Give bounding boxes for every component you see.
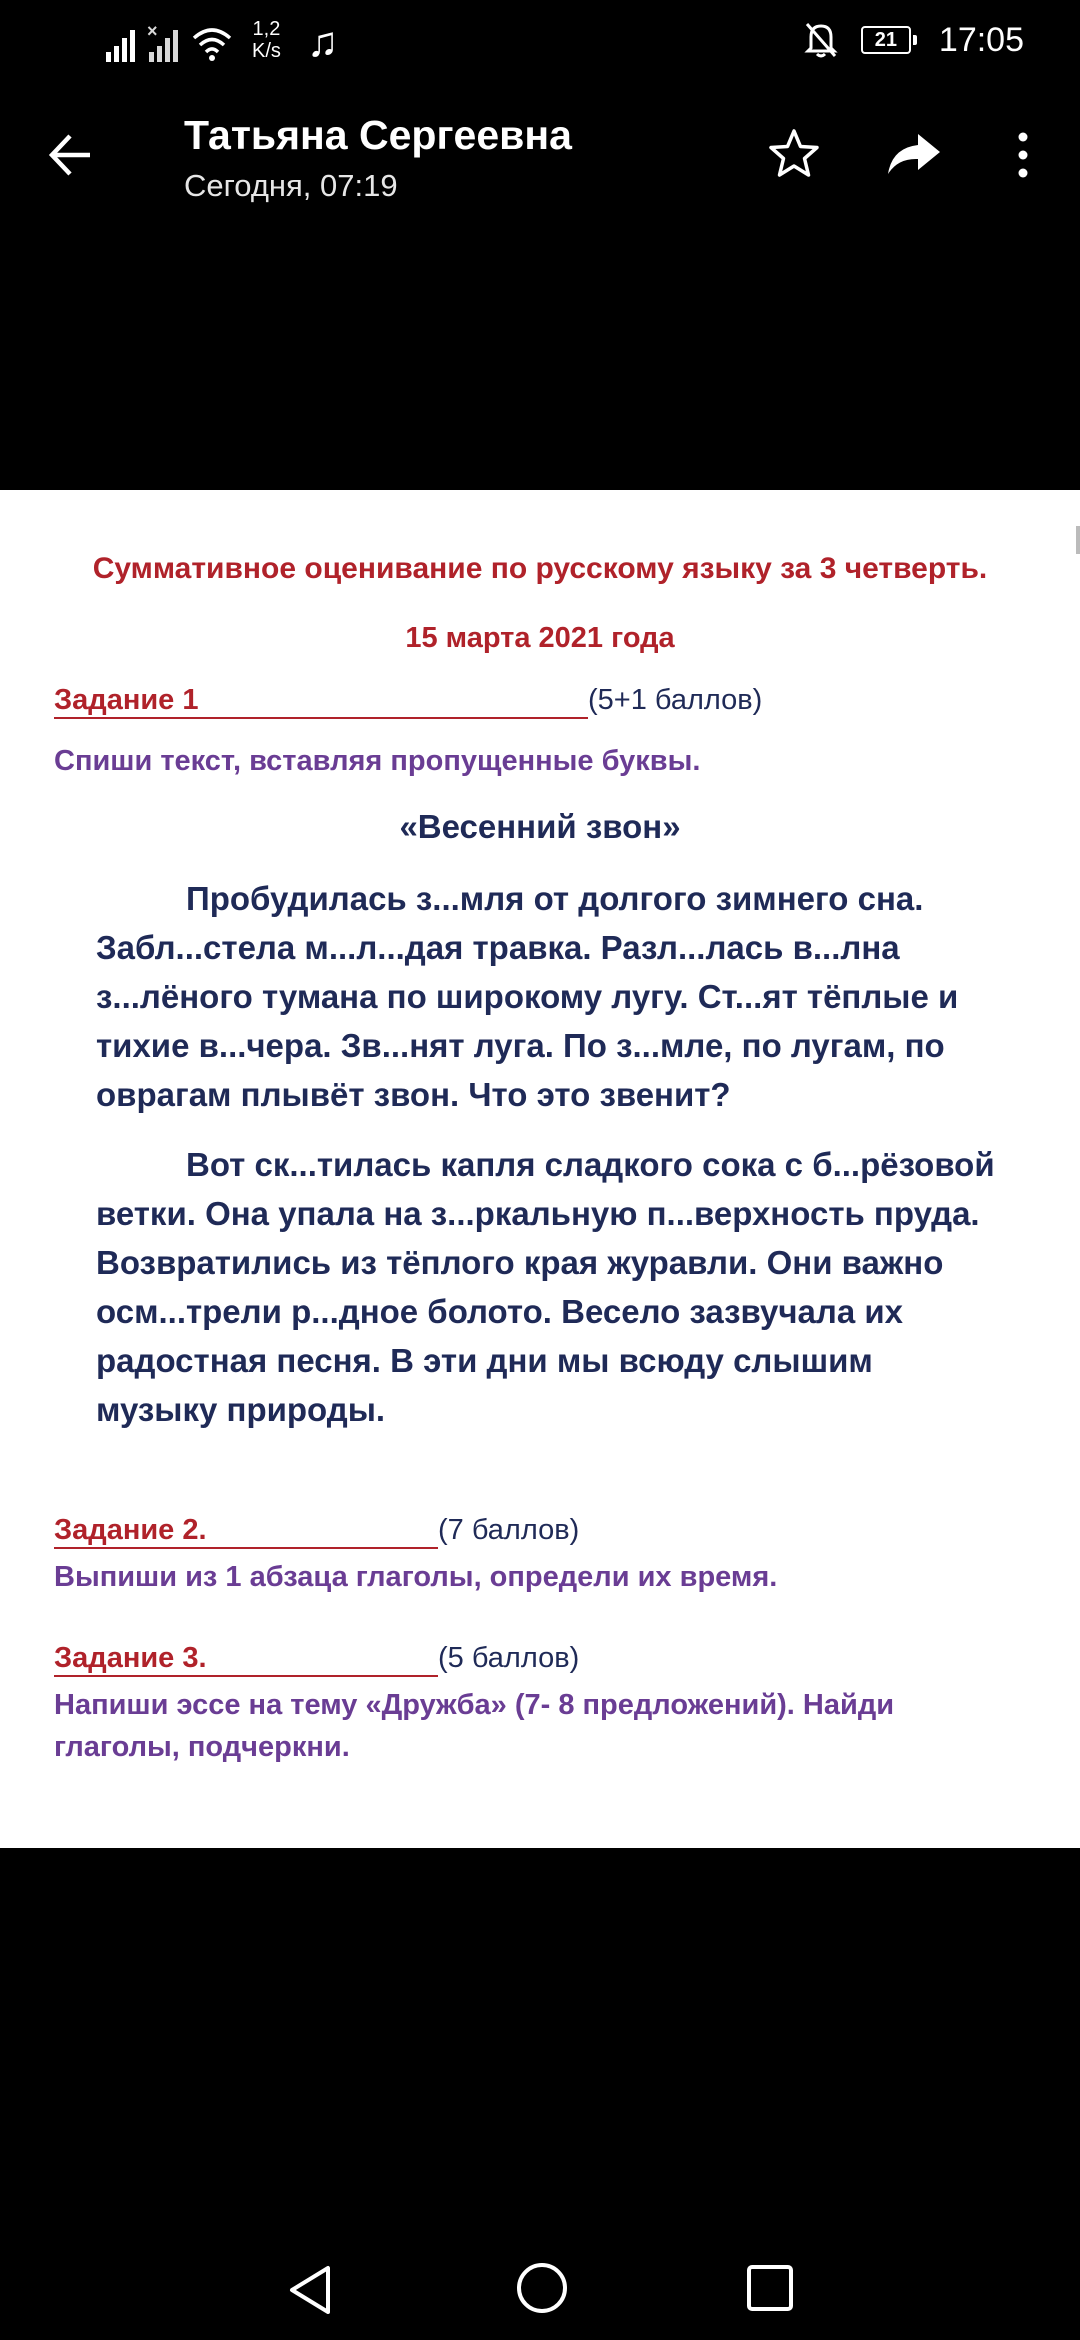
paragraph-2 — [96, 1140, 1066, 1434]
paragraph-line: радостная песня. В эти дни мы всюду слышим — [96, 1342, 873, 1379]
paragraph-line: оврагам плывёт звон. Что это звенит? — [96, 1076, 731, 1113]
system-navigation-bar — [0, 2240, 1080, 2340]
paragraph-line: Вот ск...тилась капля сладкого сока с б...рёзовой — [186, 1146, 995, 1183]
network-speed-unit: K/s — [252, 40, 281, 62]
task-2-points: (7 баллов) — [438, 1514, 580, 1546]
network-speed — [252, 18, 281, 62]
task-3-points: (5 баллов) — [438, 1642, 580, 1674]
nav-home-icon[interactable] — [514, 2260, 570, 2316]
paragraph-line: тихие в...чера. Зв...нят луга. По з...мле, по лугам, по — [96, 1027, 945, 1064]
battery-level: 21 — [861, 26, 911, 54]
document-heading: Суммативное оценивание по русскому языку за 3 четверть. — [92, 552, 988, 585]
paragraph-line: Возвратились из тёплого края журавли. Они важно — [96, 1244, 944, 1281]
task-1-label: Задание 1 — [54, 684, 588, 719]
clock: 17:05 — [938, 21, 1024, 59]
sender-name: Татьяна Сергеевна — [184, 112, 572, 158]
paragraph-line: музыку природы. — [96, 1391, 386, 1428]
network-speed-value: 1,2 — [252, 18, 281, 40]
task-1-points: (5+1 баллов) — [588, 684, 763, 716]
task-1-instruction: Спиши текст, вставляя пропущенные буквы. — [54, 745, 701, 777]
signal-no-service-icon: × — [149, 24, 178, 62]
task-2-label: Задание 2. — [54, 1514, 438, 1549]
task-3-instruction-line: глаголы, подчеркни. — [54, 1731, 350, 1763]
nav-recents-icon[interactable] — [744, 2262, 796, 2314]
task-2-header — [54, 1514, 579, 1549]
paragraph-line: ветки. Она упала на з...ркальную п...верхность пруда. — [96, 1195, 980, 1232]
paragraph-line: осм...трели р...дное болото. Весело зазвучала их — [96, 1293, 904, 1330]
task-3-label: Задание 3. — [54, 1642, 438, 1677]
status-bar — [0, 0, 1080, 88]
wifi-icon — [192, 26, 232, 62]
task-3-header — [54, 1642, 579, 1677]
music-note-icon: ♫ — [306, 18, 339, 65]
battery-icon — [861, 26, 917, 54]
bell-muted-icon — [803, 20, 839, 60]
paragraph-line: з...лёного тумана по широкому лугу. Ст...ят тёплые и — [96, 978, 959, 1015]
task-3-instruction — [54, 1684, 894, 1768]
app-bar — [0, 96, 1080, 216]
star-icon[interactable] — [766, 126, 822, 182]
story-title: «Весенний звон» — [399, 808, 681, 845]
paragraph-line: Пробудилась з...мля от долгого зимнего сна. — [186, 880, 924, 917]
signal-icon — [106, 24, 135, 62]
task-1-header — [54, 684, 762, 719]
back-arrow-icon[interactable] — [46, 130, 96, 180]
nav-back-icon[interactable] — [282, 2260, 342, 2320]
paragraph-1 — [96, 874, 1066, 1119]
attached-image[interactable] — [0, 490, 1080, 1848]
document-date: 15 марта 2021 года — [405, 622, 675, 654]
sent-time: Сегодня, 07:19 — [184, 168, 398, 203]
paragraph-line: Забл...стела м...л...дая травка. Разл...лась в...лна — [96, 929, 900, 966]
share-icon[interactable] — [884, 130, 944, 180]
image-edge-mark — [1076, 526, 1080, 554]
more-vert-icon[interactable] — [1006, 130, 1040, 180]
task-3-instruction-line: Напиши эссе на тему «Дружба» (7- 8 предложений). Найди — [54, 1689, 895, 1721]
task-2-instruction: Выпиши из 1 абзаца глаголы, определи их время. — [54, 1561, 778, 1593]
